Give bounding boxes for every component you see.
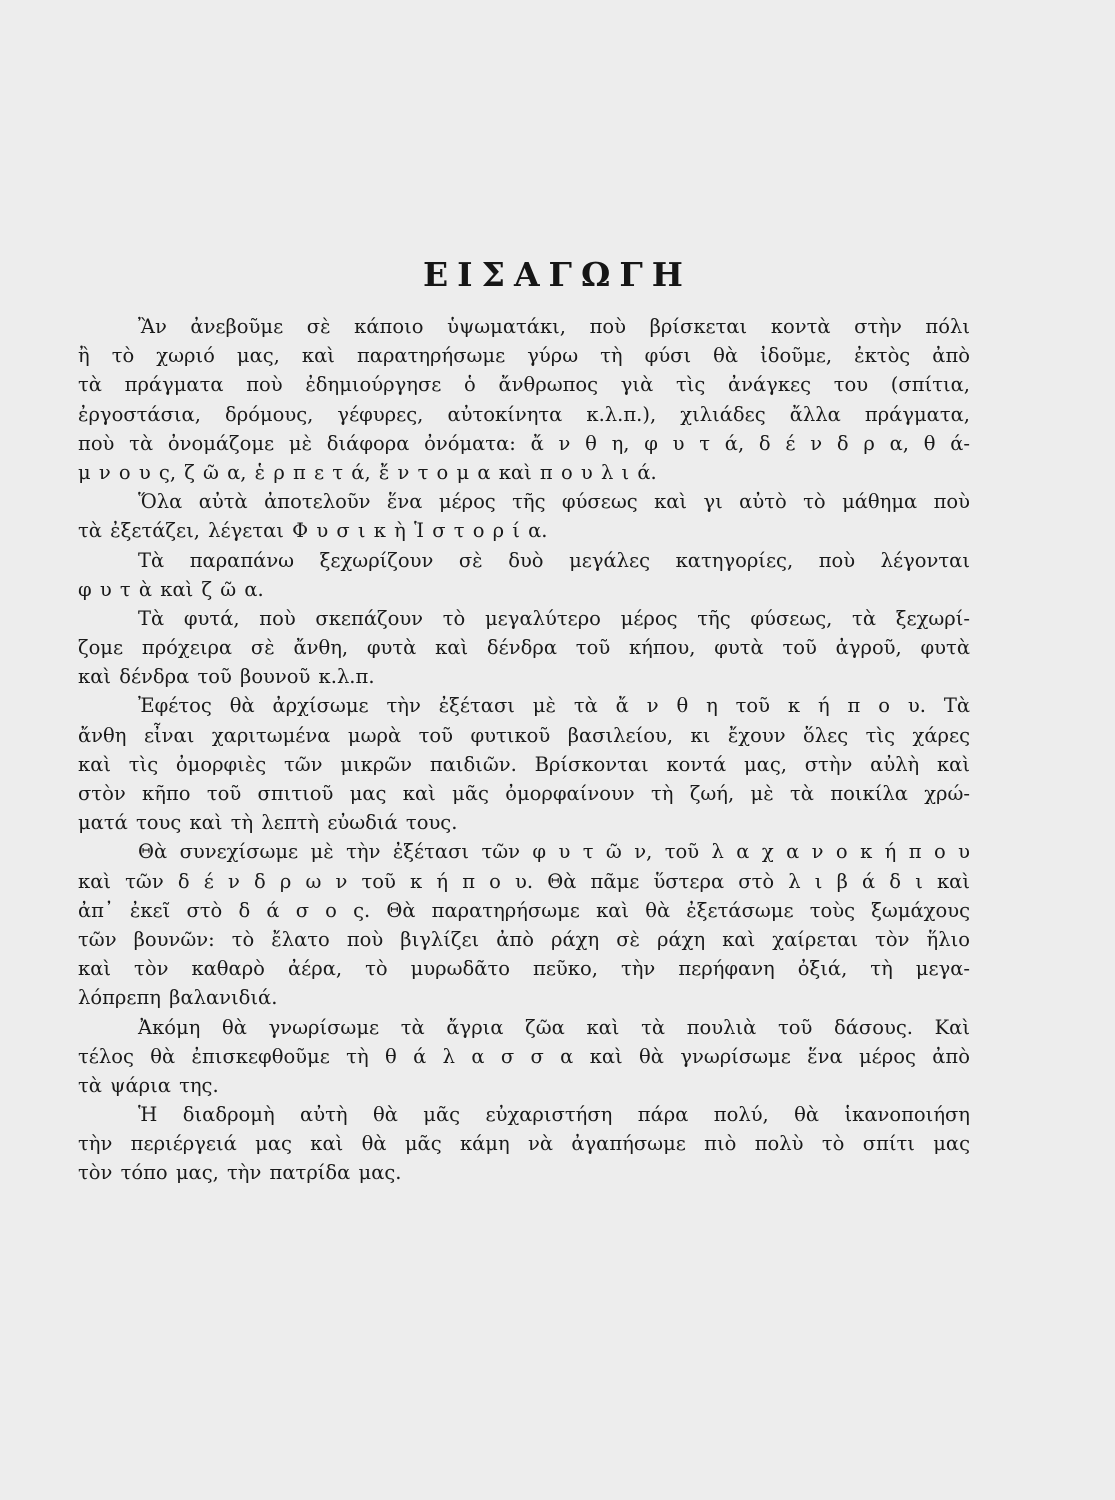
- text-line: Ἐφέτος θὰ ἀρχίσωμε τὴν ἐξέτασι μὲ τὰ ἄ ν θ η τοῦ κ ή π ο υ. Τὰ: [138, 694, 970, 718]
- text-line: Τὰ φυτά, ποὺ σκεπάζουν τὸ μεγαλύτερο μέρος τῆς φύσεως, τὰ ξεχωρί-: [138, 606, 970, 630]
- text-line: στὸν κῆπο τοῦ σπιτιοῦ μας καὶ μᾶς ὀμορφαίνουν τὴ ζωή, μὲ τὰ ποικίλα χρώ-: [78, 782, 970, 805]
- text-line: τὰ ἐξετάζει, λέγεται Φ υ σ ι κ ὴ Ἱ σ τ ο ρ ί α.: [78, 519, 548, 543]
- text-line: Ἀκόμη θὰ γνωρίσωμε τὰ ἄγρια ζῶα καὶ τὰ πουλιὰ τοῦ δάσους. Καὶ: [138, 1015, 970, 1039]
- text-line: τὰ πράγματα ποὺ ἐδημιούργησε ὁ ἄνθρωπος γιὰ τὶς ἀνάγκες του (σπίτια,: [78, 373, 970, 397]
- text-line: Ὅλα αὐτὰ ἀποτελοῦν ἕνα μέρος τῆς φύσεως καὶ γι αὐτὸ τὸ μάθημα ποὺ: [138, 490, 970, 514]
- body-text: [78, 312, 970, 1188]
- text-line: καὶ δένδρα τοῦ βουνοῦ κ.λ.π.: [78, 665, 375, 689]
- text-line: καὶ τῶν δ έ ν δ ρ ω ν τοῦ κ ή π ο υ. Θὰ πᾶμε ὕστερα στὸ λ ι β ά δ ι καὶ: [78, 869, 970, 893]
- text-line: τὰ ψάρια της.: [78, 1073, 219, 1097]
- text-line: ζομε πρόχειρα σὲ ἄνθη, φυτὰ καὶ δένδρα τοῦ κήπου, φυτὰ τοῦ ἀγροῦ, φυτὰ: [78, 636, 970, 660]
- text-line: Θὰ συνεχίσωμε μὲ τὴν ἐξέτασι τῶν φ υ τ ῶ ν, τοῦ λ α χ α ν ο κ ή π ο υ: [138, 840, 970, 864]
- text-line: μ ν ο υ ς, ζ ῶ α, ἑ ρ π ε τ ά, ἔ ν τ ο μ α καὶ π ο υ λ ι ά.: [78, 460, 657, 484]
- text-line: ἐργοστάσια, δρόμους, γέφυρες, αὐτοκίνητα κ.λ.π.), χιλιάδες ἄλλα πράγματα,: [78, 402, 970, 426]
- text-line: λόπρεπη βαλανιδιά.: [78, 986, 278, 1010]
- page-title: ΕΙΣΑΓΩΓΗ: [423, 255, 692, 294]
- text-line: φ υ τ ὰ καὶ ζ ῶ α.: [78, 577, 264, 601]
- text-line: καὶ τὶς ὀμορφιὲς τῶν μικρῶν παιδιῶν. Βρίσκονται κοντά μας, στὴν αὐλὴ καὶ: [78, 752, 970, 776]
- text-line: Ἂν ἀνεβοῦμε σὲ κάποιο ὑψωματάκι, ποὺ βρίσκεται κοντὰ στὴν πόλι: [138, 315, 970, 338]
- text-line: καὶ τὸν καθαρὸ ἀέρα, τὸ μυρωδᾶτο πεῦκο, τὴν περήφανη ὀξιά, τὴ μεγα-: [78, 957, 970, 981]
- text-line: τὴν περιέργειά μας καὶ θὰ μᾶς κάμη νὰ ἀγαπήσωμε πιὸ πολὺ τὸ σπίτι μας: [78, 1132, 970, 1156]
- text-line: ἢ τὸ χωριό μας, καὶ παρατηρήσωμε γύρω τὴ φύσι θὰ ἰδοῦμε, ἐκτὸς ἀπὸ: [78, 344, 970, 368]
- text-line: τέλος θὰ ἐπισκεφθοῦμε τὴ θ ά λ α σ σ α καὶ θὰ γνωρίσωμε ἕνα μέρος ἀπὸ: [78, 1044, 970, 1068]
- text-line: Ἡ διαδρομὴ αὐτὴ θὰ μᾶς εὐχαριστήση πάρα πολύ, θὰ ἱκανοποιήση: [138, 1103, 970, 1127]
- text-line: τῶν βουνῶν: τὸ ἔλατο ποὺ βιγλίζει ἀπὸ ράχη σὲ ράχη καὶ χαίρεται τὸν ἥλιο: [78, 927, 970, 951]
- text-line: ποὺ τὰ ὀνομάζομε μὲ διάφορα ὀνόματα: ἄ ν θ η, φ υ τ ά, δ έ ν δ ρ α, θ ά-: [78, 431, 970, 455]
- text-line: ἀπ᾿ ἐκεῖ στὸ δ ά σ ο ς. Θὰ παρατηρήσωμε καὶ θὰ ἐξετάσωμε τοὺς ξωμάχους: [78, 898, 970, 922]
- text-line: ματά τους καὶ τὴ λεπτὴ εὐωδιά τους.: [78, 811, 458, 835]
- text-line: Τὰ παραπάνω ξεχωρίζουν σὲ δυὸ μεγάλες κατηγορίες, ποὺ λέγονται: [138, 548, 970, 572]
- text-line: ἄνθη εἶναι χαριτωμένα μωρὰ τοῦ φυτικοῦ βασιλείου, κι ἔχουν ὅλες τὶς χάρες: [78, 723, 970, 747]
- text-line: τὸν τόπο μας, τὴν πατρίδα μας.: [78, 1161, 402, 1185]
